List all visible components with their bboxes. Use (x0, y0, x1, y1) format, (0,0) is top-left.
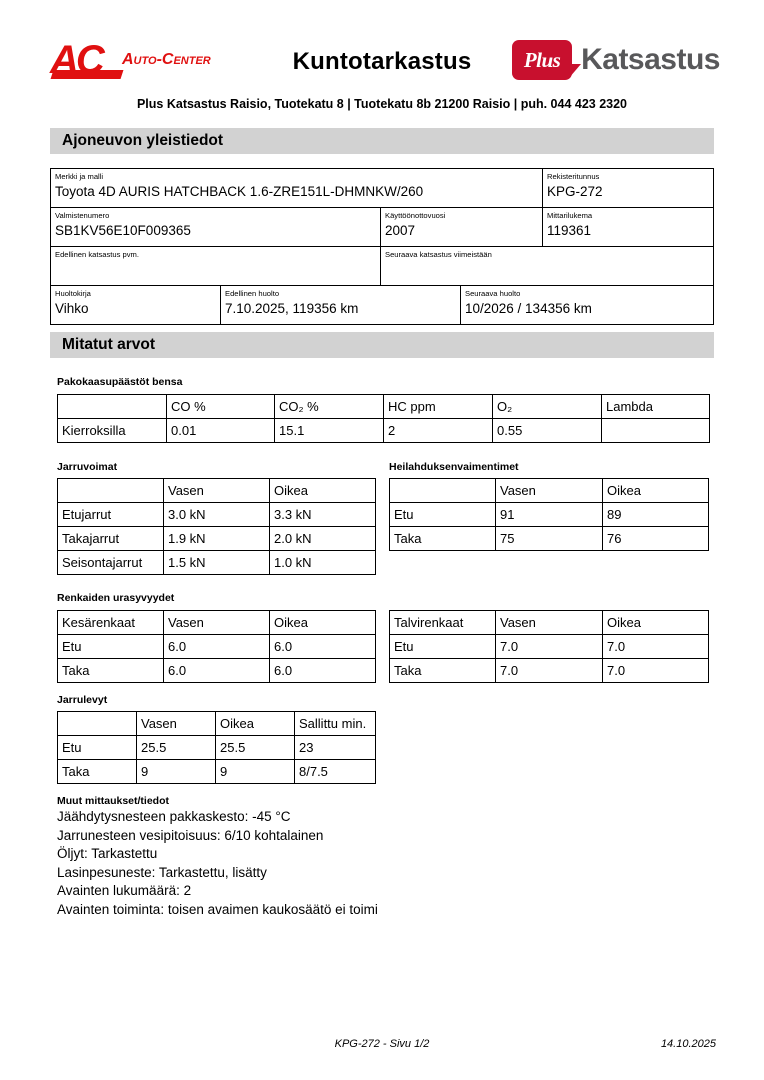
table-header-cell: O₂ (493, 395, 602, 419)
table-cell: 1.9 kN (164, 527, 270, 551)
table-header-cell: Oikea (216, 712, 295, 736)
winter-tread-table (389, 610, 709, 683)
cell-plate (543, 169, 713, 207)
table-header-cell (58, 479, 164, 503)
table-cell: 15.1 (275, 419, 384, 443)
table-cell: 89 (603, 503, 709, 527)
label-next-inspection: Seuraava katsastus viimeistään (385, 250, 492, 259)
table-cell: 76 (603, 527, 709, 551)
table-row (58, 736, 376, 760)
table-cell: Takajarrut (58, 527, 164, 551)
table-cell: Taka (58, 760, 137, 784)
plus-badge-label: Plus (523, 47, 561, 72)
cell-vin (51, 208, 381, 246)
subtitle-brake-discs: Jarrulevyt (57, 694, 108, 706)
section-header-measured: Mitatut arvot (50, 332, 714, 358)
table-header-cell: Oikea (270, 611, 376, 635)
brake-discs-table (57, 711, 376, 784)
table-header-cell: Vasen (496, 611, 603, 635)
cell-odometer (543, 208, 713, 246)
table-cell (602, 419, 710, 443)
table-header-cell: Vasen (137, 712, 216, 736)
table-cell: 6.0 (164, 635, 270, 659)
plus-katsastus-logo (512, 38, 720, 82)
table-cell: 6.0 (164, 659, 270, 683)
label-vin: Valmistenumero (55, 211, 110, 220)
cell-year (381, 208, 543, 246)
table-cell: 7.0 (603, 635, 709, 659)
table-header-cell: Vasen (164, 479, 270, 503)
cell-prev-inspection (51, 247, 381, 285)
table-row (58, 551, 376, 575)
cell-next-service (461, 286, 713, 324)
other-measurement-line: Öljyt: Tarkastettu (57, 846, 158, 861)
footer-page-label: KPG-272 - Sivu 1/2 (334, 1038, 430, 1050)
table-row (390, 635, 709, 659)
other-measurement-line: Avainten lukumäärä: 2 (57, 883, 192, 898)
table-header-row (58, 611, 376, 635)
table-header-cell: Lambda (602, 395, 710, 419)
other-measurements-list (57, 808, 378, 919)
table-header-cell: Oikea (270, 479, 376, 503)
table-header-row (58, 712, 376, 736)
table-header-cell: HC ppm (384, 395, 493, 419)
table-cell: 2.0 kN (270, 527, 376, 551)
table-header-cell (58, 712, 137, 736)
table-header-cell: Vasen (496, 479, 603, 503)
value-vin: SB1KV56E10F009365 (55, 223, 191, 238)
table-header-cell: Kesärenkaat (58, 611, 164, 635)
table-cell: 75 (496, 527, 603, 551)
page-title: Kuntotarkastus (292, 48, 472, 75)
table-header-cell: CO₂ % (275, 395, 384, 419)
table-cell: 2 (384, 419, 493, 443)
auto-center-wordmark: Auto-Center (122, 51, 211, 68)
subtitle-tread: Renkaiden urasyvyydet (57, 592, 175, 604)
table-cell: 7.0 (496, 659, 603, 683)
table-cell: 8/7.5 (295, 760, 376, 784)
cell-next-inspection (381, 247, 713, 285)
table-cell: 91 (496, 503, 603, 527)
table-cell: 0.55 (493, 419, 602, 443)
table-cell: 25.5 (216, 736, 295, 760)
value-next-service: 10/2026 / 134356 km (465, 301, 592, 316)
table-cell: Etu (58, 736, 137, 760)
table-header-cell: Oikea (603, 479, 709, 503)
table-row (58, 527, 376, 551)
cell-servicebook (51, 286, 221, 324)
table-cell: 7.0 (603, 659, 709, 683)
table-header-row (58, 395, 710, 419)
subtitle-emissions: Pakokaasupäästöt bensa (57, 376, 183, 388)
label-make-model: Merkki ja malli (55, 172, 104, 181)
table-header-cell (390, 479, 496, 503)
subtitle-brake-forces: Jarruvoimat (57, 461, 118, 473)
table-row (51, 247, 713, 286)
table-row (58, 503, 376, 527)
table-header-cell: Sallittu min. (295, 712, 376, 736)
table-cell: Etu (390, 503, 496, 527)
label-next-service: Seuraava huolto (465, 289, 521, 298)
table-cell: Etu (390, 635, 496, 659)
other-measurement-line: Jäähdytysnesteen pakkaskesto: -45 °C (57, 809, 291, 824)
label-servicebook: Huoltokirja (55, 289, 91, 298)
cell-make-model (51, 169, 543, 207)
table-cell: Seisontajarrut (58, 551, 164, 575)
table-row (390, 659, 709, 683)
table-cell: Etujarrut (58, 503, 164, 527)
other-measurement-line: Avainten toiminta: toisen avaimen kaukosäätö ei toimi (57, 901, 378, 917)
value-prev-service: 7.10.2025, 119356 km (225, 301, 359, 316)
footer-date: 14.10.2025 (660, 1038, 716, 1050)
table-cell: 1.0 kN (270, 551, 376, 575)
other-measurement-line: Jarrunesteen vesipitoisuus: 6/10 kohtalainen (57, 827, 324, 843)
value-plate: KPG-272 (547, 184, 603, 199)
label-prev-inspection: Edellinen katsastus pvm. (55, 250, 139, 259)
table-cell: 23 (295, 736, 376, 760)
table-cell: 6.0 (270, 635, 376, 659)
cell-prev-service (221, 286, 461, 324)
dampers-table (389, 478, 709, 551)
company-address: Plus Katsastus Raisio, Tuotekatu 8 | Tuotekatu 8b 21200 Raisio | puh. 044 423 2320 (136, 97, 628, 111)
table-row (58, 659, 376, 683)
table-header-cell: Talvirenkaat (390, 611, 496, 635)
table-cell: Etu (58, 635, 164, 659)
table-cell: 6.0 (270, 659, 376, 683)
label-prev-service: Edellinen huolto (225, 289, 280, 298)
table-cell: 3.3 kN (270, 503, 376, 527)
table-row (58, 635, 376, 659)
table-cell: 3.0 kN (164, 503, 270, 527)
emissions-table (57, 394, 710, 443)
plus-badge-icon (512, 40, 572, 80)
table-header-cell: CO % (167, 395, 275, 419)
subtitle-dampers: Heilahduksenvaimentimet (389, 461, 519, 473)
table-row (390, 527, 709, 551)
table-cell: 9 (216, 760, 295, 784)
table-cell: Taka (390, 659, 496, 683)
table-header-cell: Vasen (164, 611, 270, 635)
table-cell: 0.01 (167, 419, 275, 443)
brake-forces-table (57, 478, 376, 575)
table-header-cell: Oikea (603, 611, 709, 635)
table-header-cell (58, 395, 167, 419)
auto-center-monogram: AC (50, 38, 102, 82)
katsastus-wordmark: Katsastus (581, 43, 720, 76)
table-row (390, 503, 709, 527)
table-row (51, 286, 713, 324)
label-odometer: Mittarilukema (547, 211, 593, 220)
table-cell: 25.5 (137, 736, 216, 760)
value-odometer: 119361 (547, 223, 592, 238)
table-row (58, 419, 710, 443)
table-row (51, 208, 713, 247)
table-header-row (390, 611, 709, 635)
label-plate: Rekisteritunnus (547, 172, 600, 181)
table-cell: Kierroksilla (58, 419, 167, 443)
table-row (51, 169, 713, 208)
table-cell: 1.5 kN (164, 551, 270, 575)
table-header-row (58, 479, 376, 503)
subtitle-other-measurements: Muut mittaukset/tiedot (57, 795, 169, 807)
page-header (0, 0, 764, 111)
section-header-vehicle: Ajoneuvon yleistiedot (50, 128, 714, 154)
table-header-row (390, 479, 709, 503)
summer-tread-table (57, 610, 376, 683)
label-year: Käyttöönottovuosi (385, 211, 446, 220)
table-cell: 9 (137, 760, 216, 784)
vehicle-info-table (50, 168, 714, 325)
other-measurement-line: Lasinpesuneste: Tarkastettu, lisätty (57, 864, 267, 880)
table-row (58, 760, 376, 784)
table-cell: 7.0 (496, 635, 603, 659)
value-servicebook: Vihko (55, 301, 89, 316)
value-make-model: Toyota 4D AURIS HATCHBACK 1.6-ZRE151L-DHMNKW/260 (55, 184, 424, 199)
table-cell: Taka (390, 527, 496, 551)
value-year: 2007 (385, 223, 416, 238)
table-cell: Taka (58, 659, 164, 683)
